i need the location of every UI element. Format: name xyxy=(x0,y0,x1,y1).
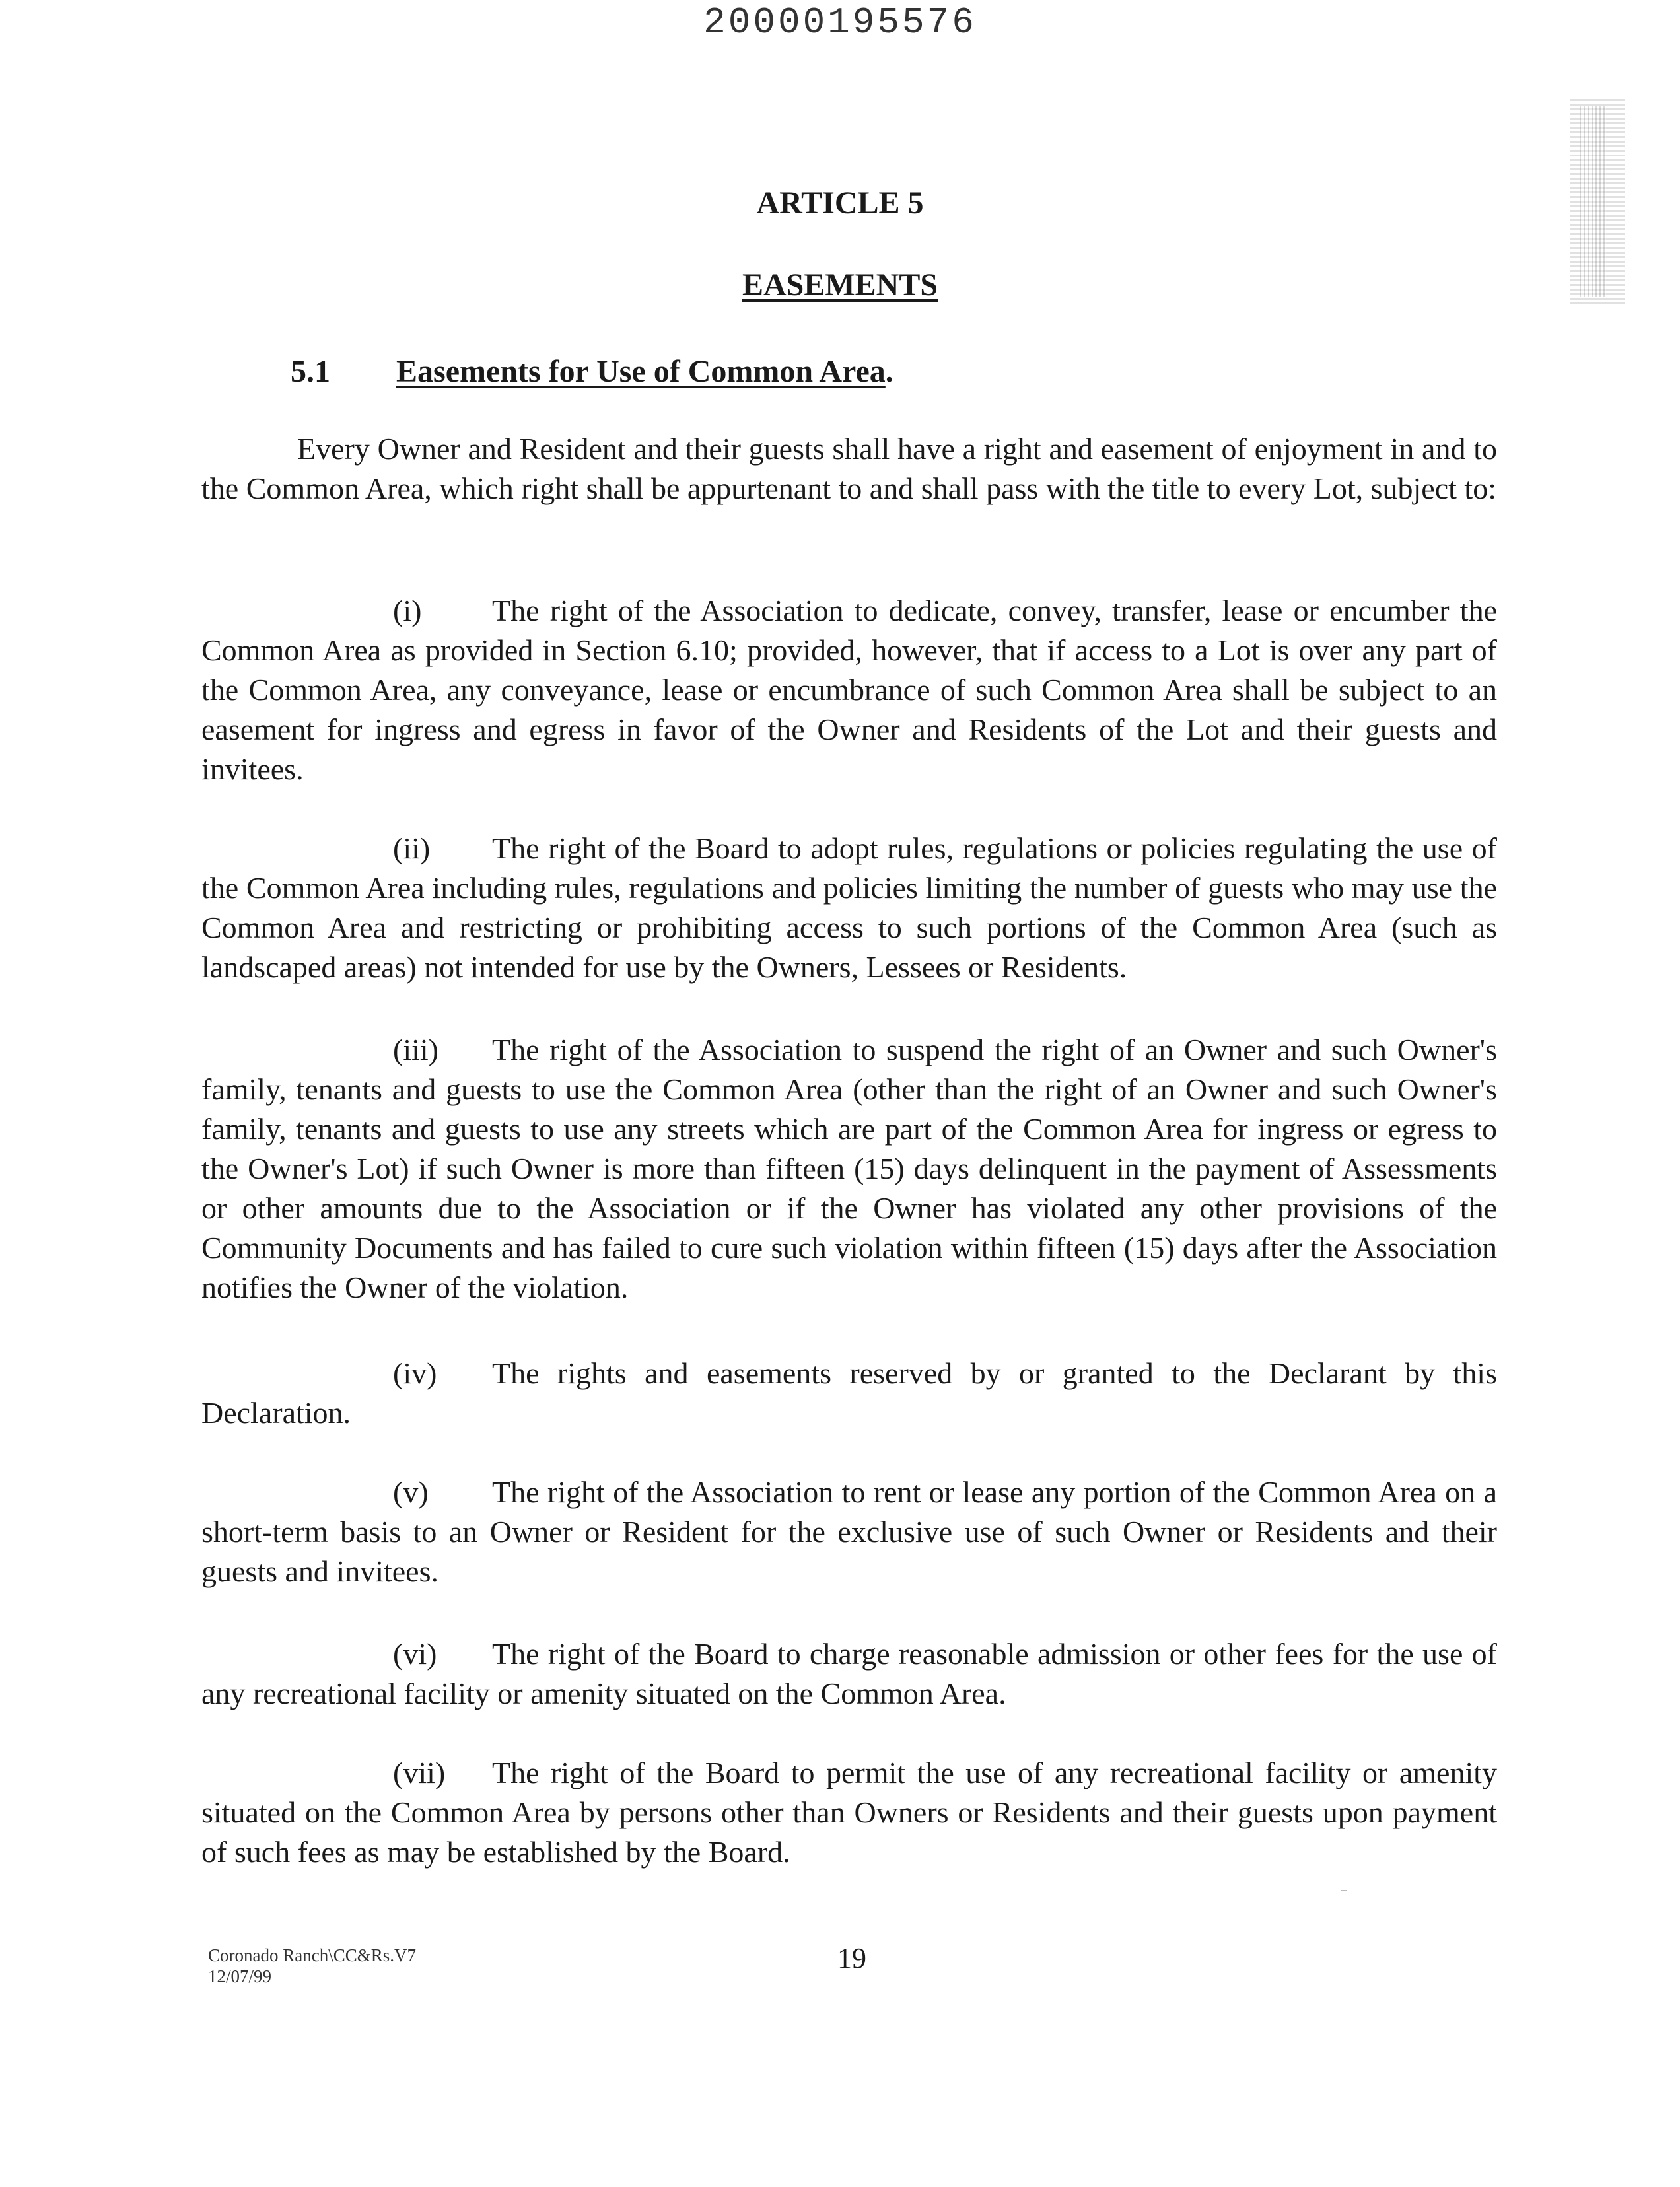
item-label: (iv) xyxy=(393,1356,437,1390)
section-number: 5.1 xyxy=(291,354,330,389)
item-text: The right of the Association to dedicate, convey, transfer, lease or encumber the Common Area as provided in Section 6.10; provided, however, that if access to a Lot is over any part of the Common Area, any conveyance, lease or encumbrance of such Common Area shall be subject to an easement for ingress and egress in favor of the Owner and Residents of the Lot and their guests and invitees. xyxy=(201,594,1497,786)
section-title: Easements for Use of Common Area xyxy=(396,354,886,389)
list-item xyxy=(201,829,1497,987)
item-label: (iii) xyxy=(393,1033,438,1066)
scan-speck xyxy=(1341,1890,1347,1891)
list-item xyxy=(201,591,1497,789)
list-item xyxy=(201,1753,1497,1872)
section-heading xyxy=(291,353,893,390)
item-text: The right of the Board to permit the use of any recreational facility or amenity situated on the Common Area by persons other than Owners or Residents and their guests upon payment of such fees as may be established by the Board. xyxy=(201,1756,1497,1869)
item-label: (ii) xyxy=(393,831,431,865)
footer-file-name: Coronado Ranch\CC&Rs.V7 xyxy=(208,1945,416,1965)
item-label: (v) xyxy=(393,1475,429,1509)
page-number: 19 xyxy=(837,1942,866,1974)
item-text: The right of the Board to adopt rules, regulations or policies regulating the use of the Common Area including rules, regulations and policies limiting the number of guests who may use the Common Area and restricting or prohibiting access to such portions of the Common Area (such as landscaped areas) not intended for use by the Owners, Lessees or Residents. xyxy=(201,831,1497,984)
article-heading: EASEMENTS xyxy=(742,267,938,302)
item-text: The rights and easements reserved by or granted to the Declarant by this Declaration. xyxy=(201,1356,1497,1430)
list-item xyxy=(201,1634,1497,1714)
list-item xyxy=(201,1354,1497,1433)
intro-paragraph: Every Owner and Resident and their guests shall have a right and easement of enjoyment in and to the Common Area, which right shall be appurtenant to and shall pass with the title to every Lot, subject to: xyxy=(201,432,1497,505)
article-number: ARTICLE 5 xyxy=(756,186,924,221)
document-number: 20000195576 xyxy=(703,1,977,44)
footer-date: 12/07/99 xyxy=(208,1966,272,1986)
section-title-period: . xyxy=(885,354,893,389)
list-item xyxy=(201,1473,1497,1591)
footer-file-reference xyxy=(208,1945,416,1987)
item-text: The right of the Association to rent or lease any portion of the Common Area on a short-term basis to an Owner or Resident for the exclusive use of such Owner or Residents and their guests and invitees. xyxy=(201,1475,1497,1588)
item-text: The right of the Association to suspend the right of an Owner and such Owner's family, tenants and guests to use the Common Area (other than the right of an Owner and such Owner's family, tenants and guests to use any streets which are part of the Common Area for ingress or egress to the Owner's Lot) if such Owner is more than fifteen (15) days delinquent in the payment of Assessments or other amounts due to the Association or if the Owner has violated any other provisions of the Community Documents and has failed to cure such violation within fifteen (15) days after the Association notifies the Owner of the violation. xyxy=(201,1033,1497,1304)
item-label: (i) xyxy=(393,594,422,627)
item-text: The right of the Board to charge reasonable admission or other fees for the use of any recreational facility or amenity situated on the Common Area. xyxy=(201,1637,1497,1710)
item-label: (vii) xyxy=(393,1756,446,1789)
list-item xyxy=(201,1030,1497,1307)
item-label: (vi) xyxy=(393,1637,437,1671)
